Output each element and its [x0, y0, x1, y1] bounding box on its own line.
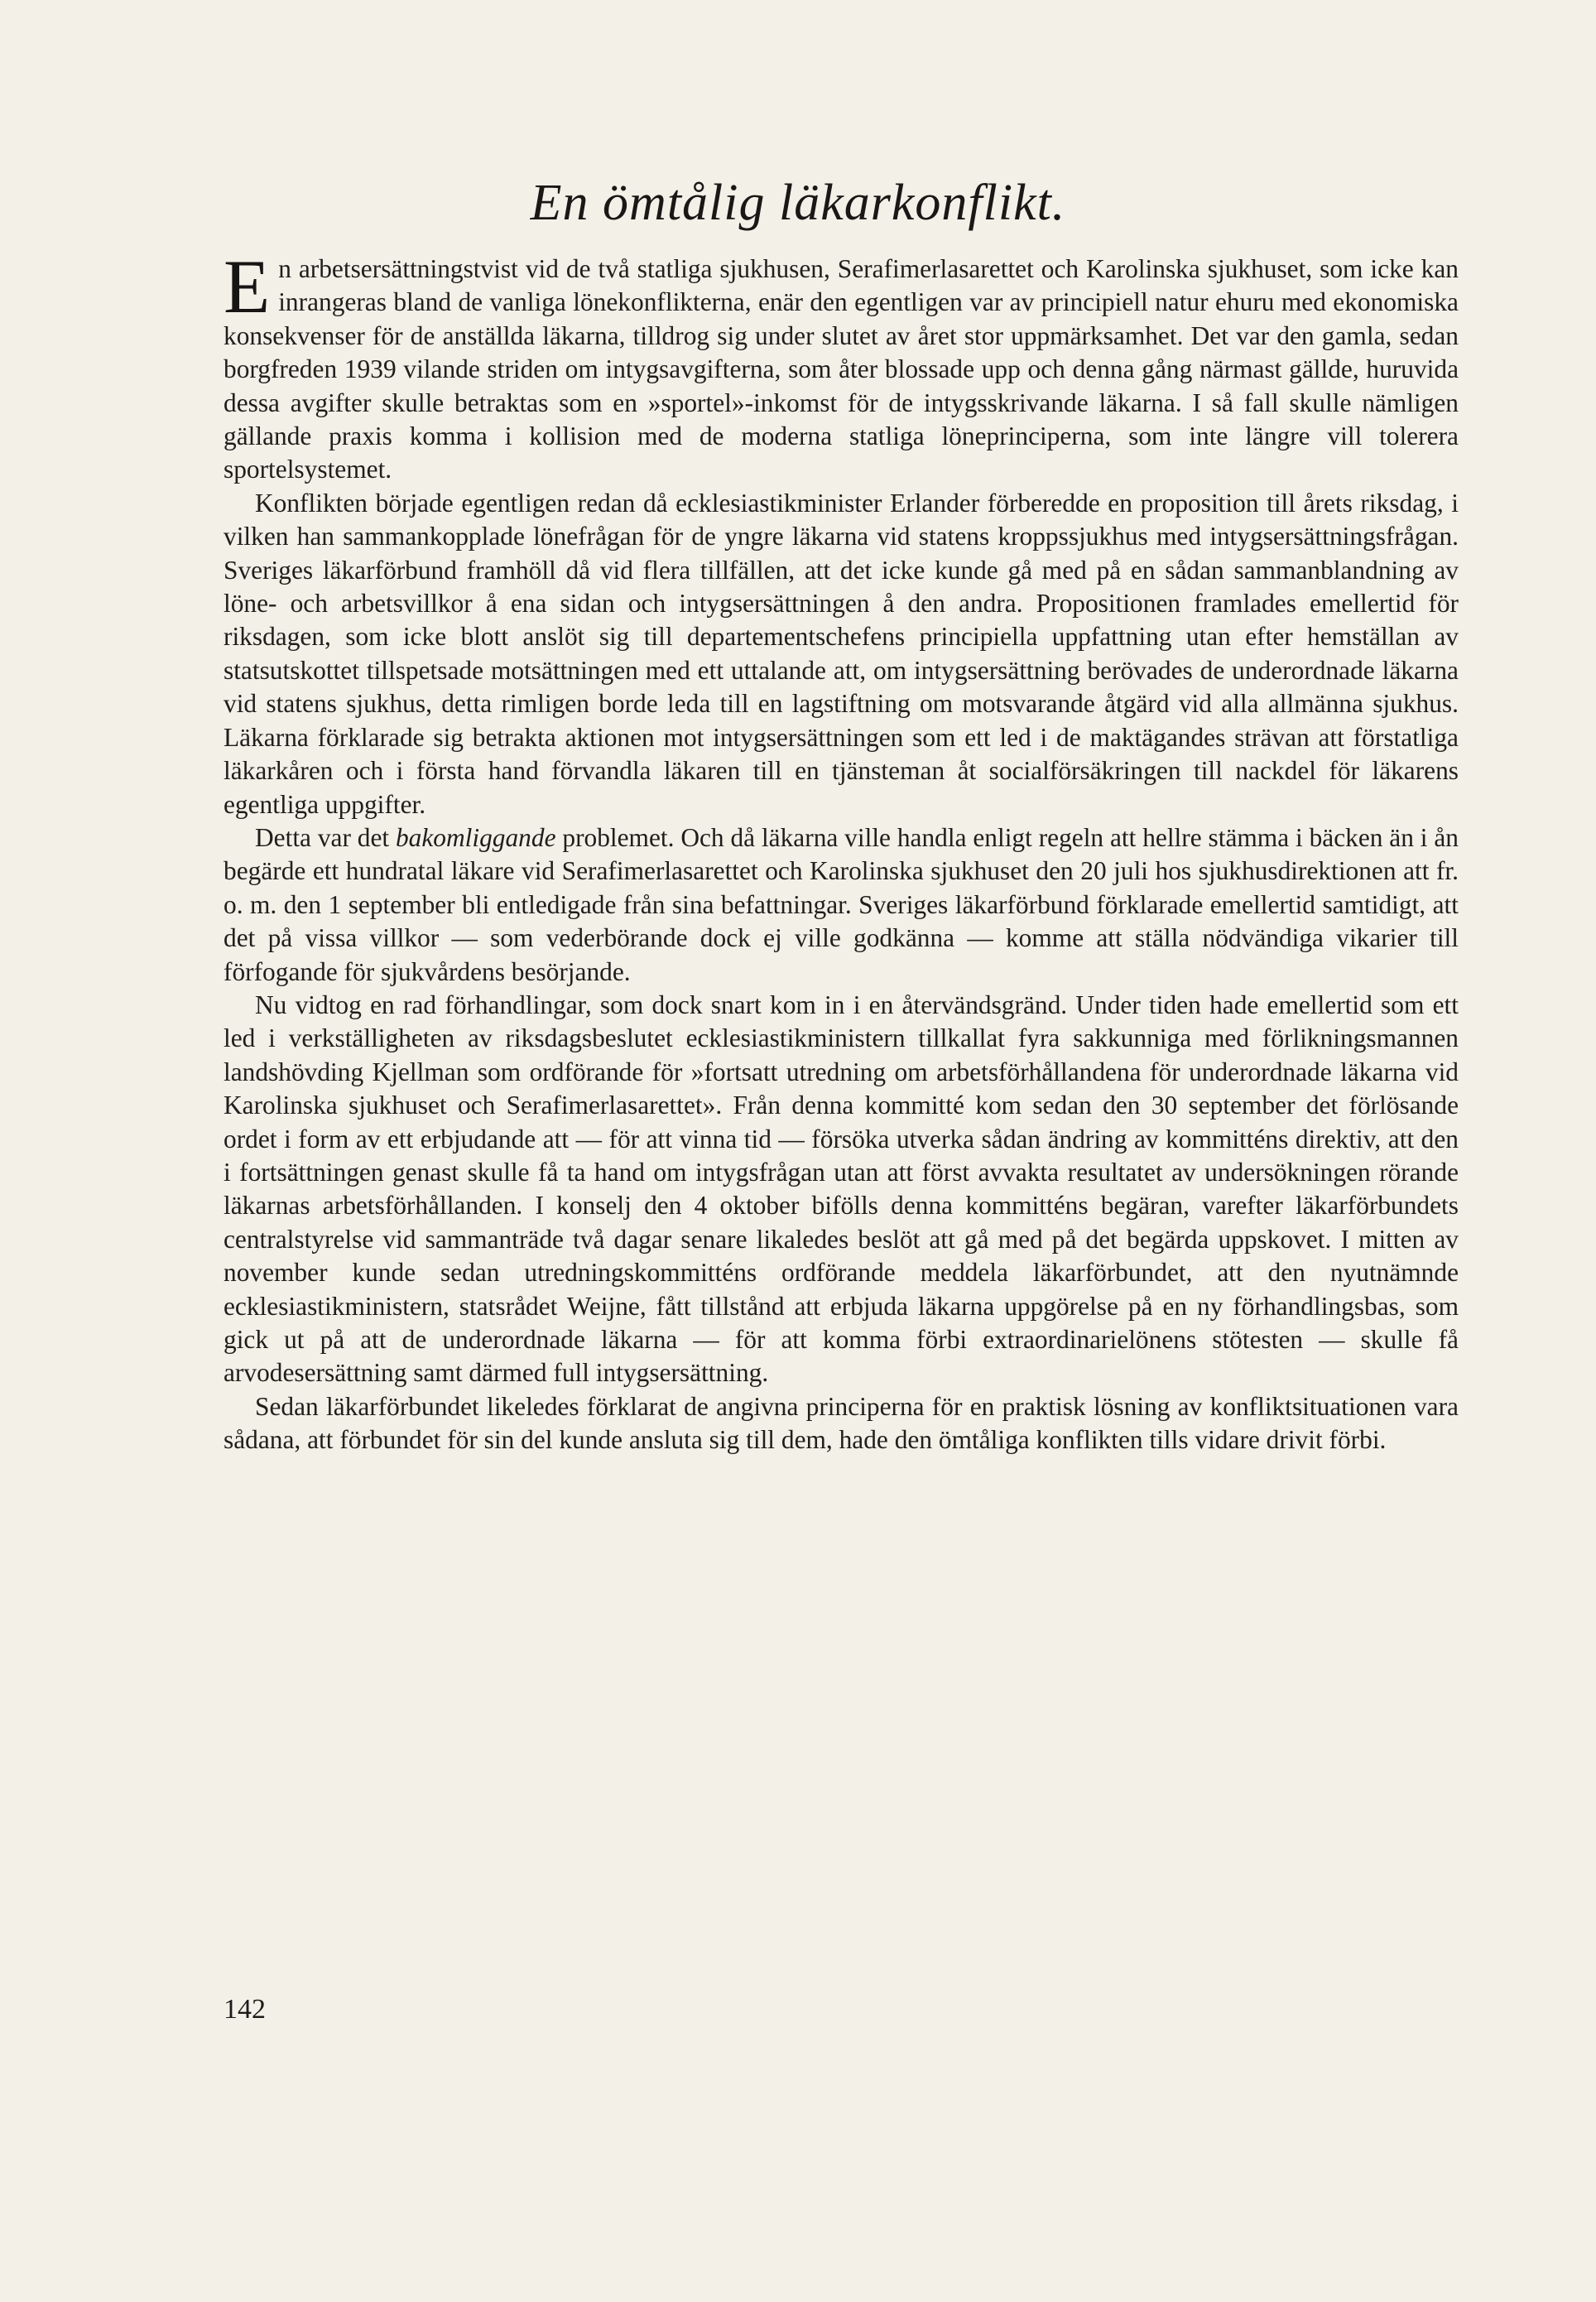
- paragraph-2: Konflikten började egentligen redan då ecklesiastikminister Erlander förberedde en proposition till årets riksdag, i vilken han sammankopplade lönefrågan för de yngre läkarna vid statens kroppssjukhus med intygsersättningsfrågan. Sveriges läkarförbund framhöll då vid flera tillfällen, att det icke kunde gå med på en sådan sammanblandning av löne- och arbetsvillkor å ena sidan och intygsersättningen å den andra. Propositionen framlades emellertid för riksdagen, som icke blott anslöt sig till departementschefens principiella uppfattning utan efter hemställan av statsutskottet tillspetsade motsättningen med ett uttalande att, om intygsersättning berövades de underordnade läkarna vid statens sjukhus, detta rimligen borde leda till en lagstiftning om motsvarande åtgärd vid alla allmänna sjukhus. Läkarna förklarade sig betrakta aktionen mot intygsersättningen som ett led i de maktägandes strävan att förstatliga läkarkåren och i första hand förvandla läkaren till en tjänsteman åt socialförsäkringen till nackdel för läkarens egentliga uppgifter.: [224, 488, 1459, 819]
- paragraph-1-text: n arbetsersättningstvist vid de två statliga sjukhusen, Serafimerlasarettet och Karolinska sjukhuset, som icke kan inrangeras bland de vanliga lönekonflikterna, enär den egentligen var av principiell natur ehuru med ekonomiska konsekvenser för de anställda läkarna, tilldrog sig under slutet av året stor uppmärksamhet. Det var den gamla, sedan borgfreden 1939 vilande striden om intygsavgifterna, som åter blossade upp och denna gång närmast gällde, huruvida dessa avgifter skulle betraktas som en »sportel»-inkomst för de intygsskrivande läkarna. I så fall skulle nämligen gällande praxis komma i kollision med de moderna statliga löneprinciperna, som inte längre vill tolerera sportelsystemet.: [224, 254, 1459, 484]
- paragraph-3-text-after: problemet. Och då läkarna ville handla enligt regeln att hellre stämma i bäcken än i ån begärde ett hundratal läkare vid Serafimerlasarettet och Karolinska sjukhuset den 20 juli hos sjukhusdirektionen att fr. o. m. den 1 september bli entledigade från sina befattningar. Sveriges läkarförbund förklarade emellertid samtidigt, att det på vissa villkor — som vederbörande dock ej ville godkänna — komme att ställa nödvändiga vikarier till förfogande för sjukvårdens besörjande.: [224, 822, 1459, 986]
- paragraph-4: Nu vidtog en rad förhandlingar, som dock snart kom in i en återvändsgränd. Under tiden hade emellertid som ett led i verkställigheten av riksdagsbeslutet ecklesiastikministern tillkallat fyra sakkunniga med förlikningsmannen landshövding Kjellman som ordförande för »fortsatt utredning om arbetsförhållandena för underordnade läkarna vid Karolinska sjukhuset och Serafimerlasarettet». Från denna kommitté kom sedan den 30 september det förlösande ordet i form av ett erbjudande att — för att vinna tid — försöka utverka sådan ändring av kommitténs direktiv, att den i fortsättningen genast skulle få ta hand om intygsfrågan utan att först avvakta resultatet av undersökningen rörande läkarnas arbetsförhållanden. I konselj den 4 oktober bifölls denna kommitténs begäran, varefter läkarförbundets centralstyrelse vid sammanträde två dagar senare likaledes beslöt att gå med på det begärda uppskovet. I mitten av november kunde sedan utredningskommitténs ordförande meddela läkarförbundet, att den nyutnämnde ecklesiastikministern, statsrådet Weijne, fått tillstånd att erbjuda läkarna uppgörelse på en ny förhandlingsbas, som gick ut på att de underordnade läkarna — för att komma förbi extraordinarielönens stötesten — skulle få arvodesersättning samt därmed full intygsersättning.: [224, 990, 1459, 1388]
- paragraph-3: [224, 821, 1459, 989]
- article-title: En ömtålig läkarkonflikt.: [530, 175, 1066, 231]
- paragraph-3-text-before: Detta var det: [255, 822, 396, 852]
- paragraph-1: [224, 244, 1459, 487]
- page-number: 142: [224, 1994, 266, 2025]
- paragraph-5: Sedan läkarförbundet likeledes förklarat de angivna principerna för en praktisk lösning av konfliktsituationen vara sådana, att förbundet för sin del kunde ansluta sig till dem, hade den ömtåliga konflikten tills vidare drivit förbi.: [224, 1391, 1459, 1455]
- article-body: [224, 244, 1459, 1457]
- emphasized-word: bakomliggande: [395, 822, 556, 852]
- drop-cap: E: [224, 244, 271, 329]
